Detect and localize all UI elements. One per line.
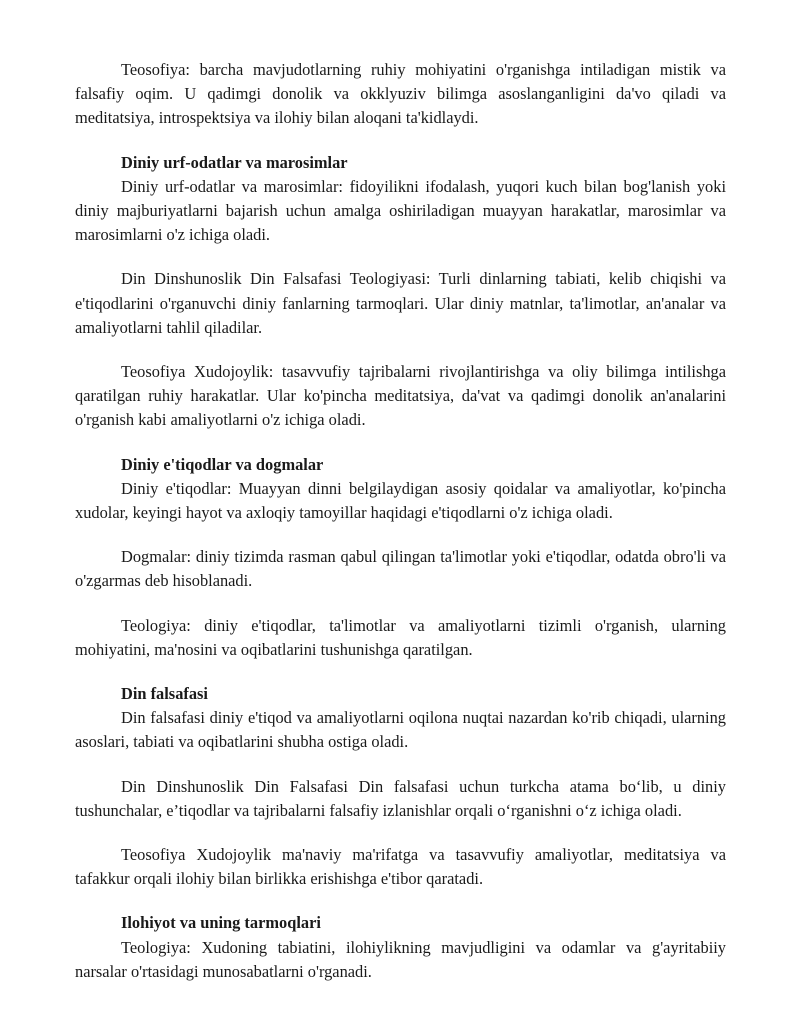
paragraph-gap [75, 433, 726, 453]
paragraph-gap [75, 755, 726, 775]
paragraph-gap [75, 823, 726, 843]
paragraph-gap [75, 525, 726, 545]
paragraph-dinshunoslik: Din Dinshunoslik Din Falsafasi Teologiyasi: Turli dinlarning tabiati, kelib chiqishi va e'tiqodlarini o'rganuvchi diniy fanlarning tarmoqlari. Ular diniy matnlar, ta'limotlar, an'analar va amaliyotlarni tahlil qiladilar. [75, 269, 726, 337]
paragraph-gap [75, 594, 726, 614]
paragraph-gap [75, 891, 726, 911]
heading-urf-odatlar: Diniy urf-odatlar va marosimlar [121, 152, 348, 172]
paragraph-gap [75, 131, 726, 151]
paragraph-diniy-etiqodlar: Diniy e'tiqodlar: Muayyan dinni belgilaydigan asosiy qoidalar va amaliyotlar, ko'pincha xudolar, keyingi hayot va axloqiy tamoyillar haqidagi e'tiqodlarni o'z ichiga oladi. [75, 478, 726, 523]
paragraph-xudojoylik-marifat: Teosofiya Xudojoylik ma'naviy ma'rifatga va tasavvufiy amaliyotlar, meditatsiya va tafakkur orqali ilohiy bilan birlikka erishishga e'tibor qaratadi. [75, 845, 726, 889]
document-page [75, 58, 726, 984]
paragraph-urf-odatlar: Diniy urf-odatlar va marosimlar: fidoyilikni ifodalash, yuqori kuch bilan bog'lanish yoki diniy majburiyatlarni bajarish uchun amalga oshiriladigan muayyan harakatlar, marosimlar va marosimlarni o'z ichiga oladi. [75, 176, 726, 245]
paragraph-gap [75, 662, 726, 682]
paragraph-din-falsafasi: Din falsafasi diniy e'tiqod va amaliyotlarni oqilona nuqtai nazardan ko'rib chiqadi, ularning asoslari, tabiati va oqibatlarini shubha ostiga oladi. [75, 708, 726, 752]
paragraph-dogmalar: Dogmalar: diniy tizimda rasman qabul qilingan ta'limotlar yoki e'tiqodlar, odatda obro'li va o'zgarmas deb hisoblanadi. [75, 547, 726, 591]
paragraph-teosofiya-intro: Teosofiya: barcha mavjudotlarning ruhiy mohiyatini o'rganishga intiladigan mistik va falsafiy oqim. U qadimgi donolik va okklyuziv bilimga asoslanganligini da'vo qiladi va meditatsiya, introspektsiya va ilohiy bilan aloqani ta'kidlaydi. [75, 60, 726, 128]
paragraph-xudojoylik: Teosofiya Xudojoylik: tasavvufiy tajribalarni rivojlantirishga va oliy bilimga intilishga qaratilgan ruhiy harakatlar. Ular ko'pincha meditatsiya, da'vat va qadimgi donolik an'analarini o'rganish kabi amaliyotlarni o'z ichiga oladi. [75, 362, 726, 430]
paragraph-teologiya-xudo: Teologiya: Xudoning tabiatini, ilohiylikning mavjudligini va odamlar va g'ayritabiiy narsalar o'rtasidagi munosabatlarni o'rganadi. [75, 937, 726, 981]
paragraph-gap [75, 340, 726, 360]
heading-etiqodlar-dogmalar: Diniy e'tiqodlar va dogmalar [121, 454, 324, 474]
paragraph-teologiya: Teologiya: diniy e'tiqodlar, ta'limotlar va amaliyotlarni tizimli o'rganish, ularning mohiyatini, ma'nosini va oqibatlarini tushunishga qaratilgan. [75, 615, 726, 659]
paragraph-gap [75, 247, 726, 267]
heading-ilohiyot: Ilohiyot va uning tarmoqlari [121, 913, 321, 933]
heading-din-falsafasi: Din falsafasi [121, 684, 208, 704]
paragraph-din-falsafasi-turkcha: Din Dinshunoslik Din Falsafasi Din falsafasi uchun turkcha atama bo‘lib, u diniy tushunchalar, e’tiqodlar va tajribalarni falsafiy izlanishlar orqali o‘rganishni o‘z ichiga oladi. [75, 776, 726, 820]
